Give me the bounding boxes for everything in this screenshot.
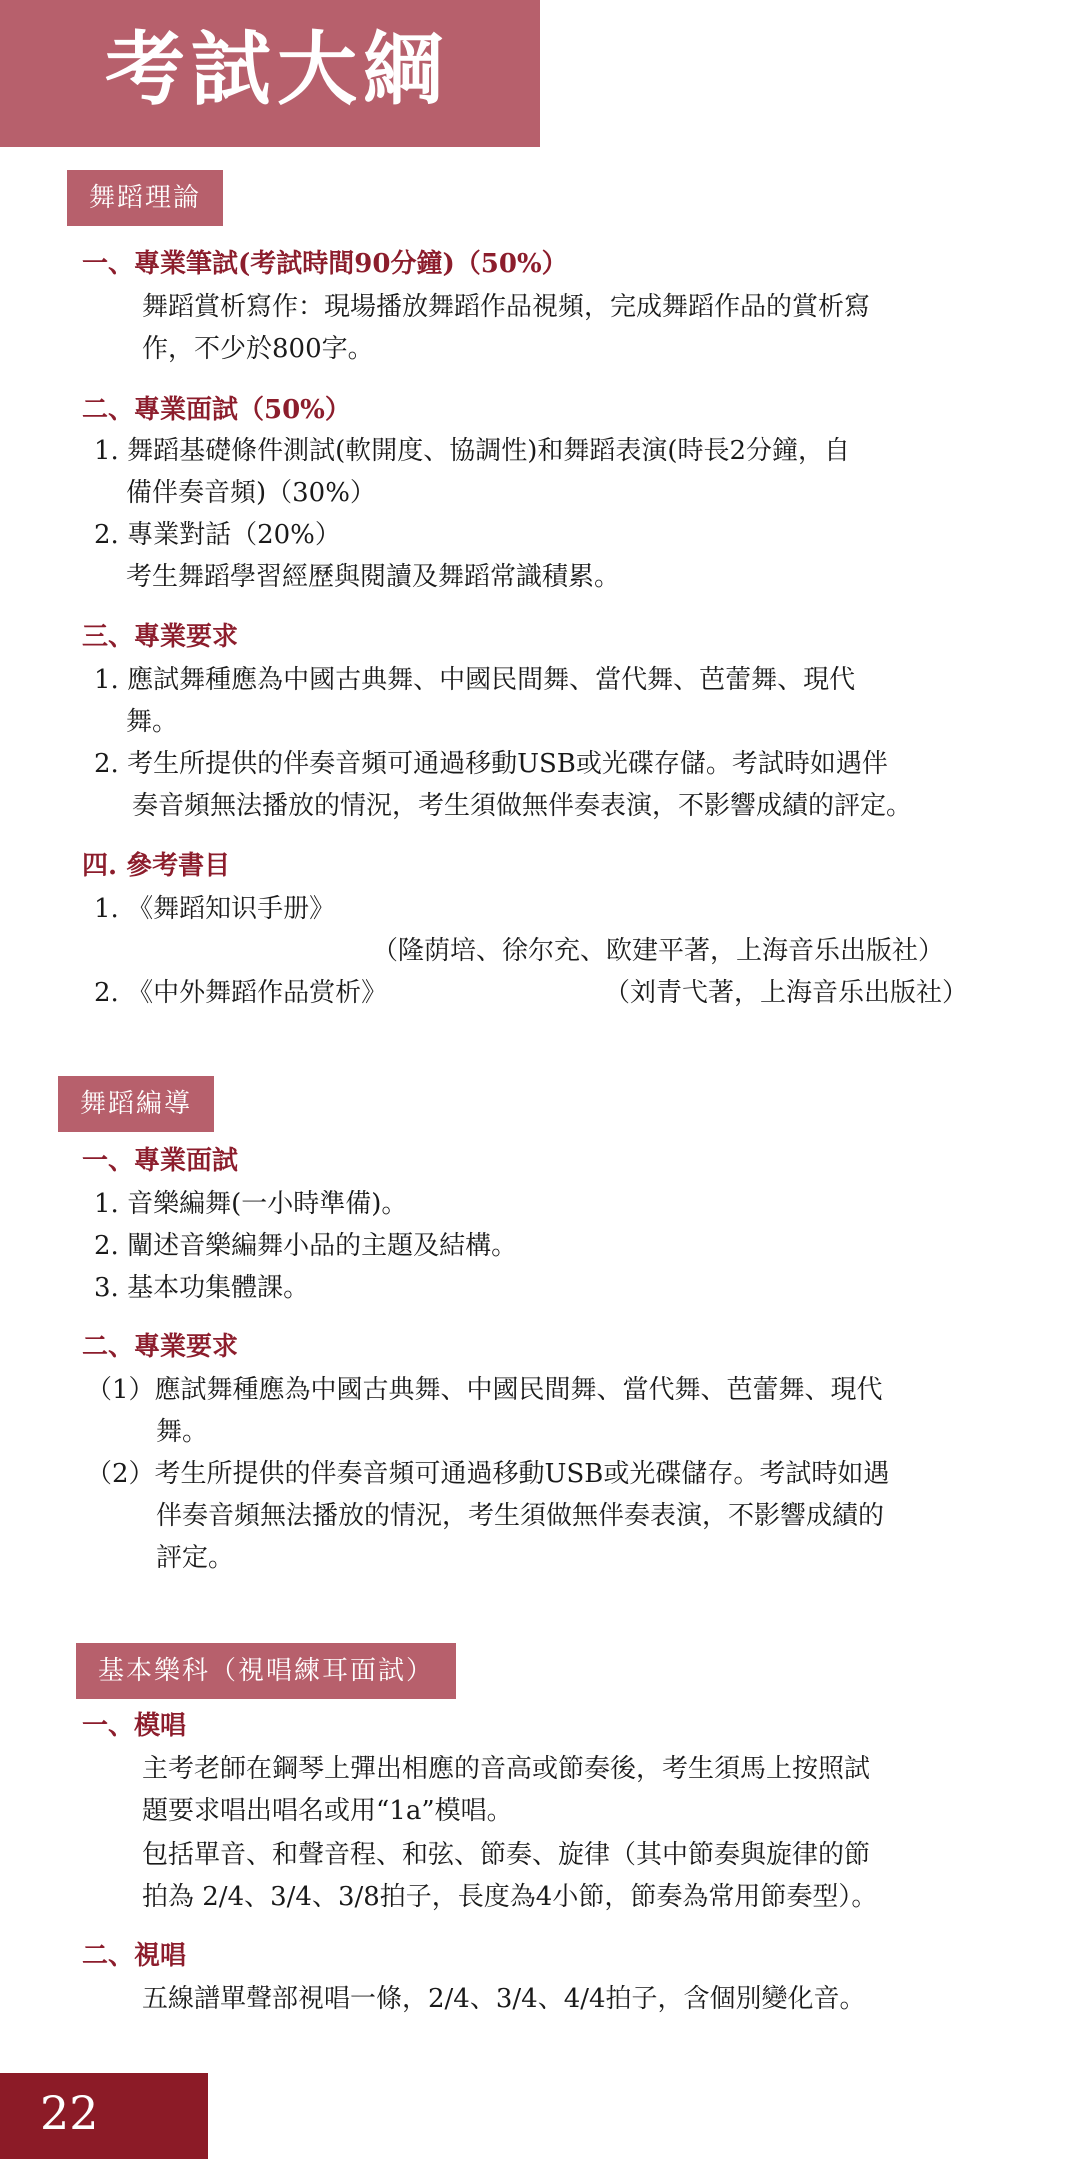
s3-p1-line2: 題要求唱出唱名或用“1a”模唱。	[142, 1796, 513, 1826]
page-title: 考試大綱	[105, 23, 449, 116]
s1-interview-item1-line2: 備伴奏音頻)（30%）	[126, 478, 376, 508]
s2-req1-line2: 舞。	[156, 1417, 209, 1447]
s1-interview-item2-line1: 2. 專業對話（20%）	[94, 520, 341, 550]
section-tag-basic-music: 基本樂科（視唱練耳面試）	[76, 1643, 456, 1699]
s1-interview-item2-line2: 考生舞蹈學習經歷與閱讀及舞蹈常識積累。	[126, 562, 621, 592]
s1-req-item2-line2: 奏音頻無法播放的情況，考生須做無伴奏表演，不影響成績的評定。	[132, 791, 913, 821]
s2-heading-interview: 一、專業面試	[82, 1146, 239, 1176]
s2-req1-line1: （1）應試舞種應為中國古典舞、中國民間舞、當代舞、芭蕾舞、現代	[86, 1375, 883, 1405]
section-tag-dance-theory: 舞蹈理論	[67, 170, 223, 226]
s1-req-item1-line1: 1. 應試舞種應為中國古典舞、中國民間舞、當代舞、芭蕾舞、現代	[94, 665, 856, 695]
page-number-band	[0, 2073, 208, 2159]
s2-item2: 2. 闡述音樂編舞小品的主題及結構。	[94, 1231, 518, 1261]
s1-heading-requirements: 三、專業要求	[82, 622, 239, 652]
s1-ref-item1-publisher: （隆荫培、徐尔充、欧建平著，上海音乐出版社）	[372, 936, 945, 966]
s3-heading-sight-singing: 二、視唱	[82, 1941, 187, 1971]
s2-heading-requirements: 二、專業要求	[82, 1332, 239, 1362]
s1-heading-interview: 二、專業面試（50%）	[82, 395, 351, 425]
s1-req-item2-line1: 2. 考生所提供的伴奏音頻可通過移動USB或光碟存儲。考試時如遇伴	[94, 749, 888, 779]
s2-req2-line2: 伴奏音頻無法播放的情況，考生須做無伴奏表演，不影響成績的	[156, 1501, 885, 1531]
s2-req2-line1: （2）考生所提供的伴奏音頻可通過移動USB或光碟儲存。考試時如遇	[86, 1459, 890, 1489]
s3-p1-line1: 主考老師在鋼琴上彈出相應的音高或節奏後，考生須馬上按照試	[142, 1754, 871, 1784]
s1-interview-item1-line1: 1. 舞蹈基礎條件測試(軟開度、協調性)和舞蹈表演(時長2分鐘，自	[94, 436, 851, 466]
s1-heading-references: 四. 參考書目	[82, 851, 231, 881]
section-tag-choreography: 舞蹈編導	[58, 1076, 214, 1132]
s1-ref-item1-title: 1. 《舞蹈知识手册》	[94, 894, 336, 924]
s1-ref-item2-title: 2. 《中外舞蹈作品赏析》	[94, 978, 388, 1008]
s3-p3: 五線譜單聲部視唱一條，2/4、3/4、4/4拍子，含個別變化音。	[142, 1984, 866, 2014]
s1-written-text-line2: 作，不少於800字。	[142, 334, 374, 364]
s1-heading-written-exam: 一、專業筆試(考試時間90分鐘)（50%）	[82, 249, 568, 279]
s1-written-text-line1: 舞蹈賞析寫作：現場播放舞蹈作品視頻，完成舞蹈作品的賞析寫	[142, 292, 871, 322]
s2-item3: 3. 基本功集體課。	[94, 1273, 310, 1303]
s1-ref-item2-publisher: （刘青弋著，上海音乐出版社）	[604, 978, 969, 1008]
page-number: 22	[40, 2086, 99, 2140]
s3-p2-line1: 包括單音、和聲音程、和弦、節奏、旋律（其中節奏與旋律的節	[142, 1840, 871, 1870]
s3-p2-line2: 拍為 2/4、3/4、3/8拍子，長度為4小節，節奏為常用節奏型）。	[142, 1882, 878, 1912]
s2-req2-line3: 評定。	[156, 1543, 235, 1573]
s2-item1: 1. 音樂編舞(一小時準備)。	[94, 1189, 408, 1219]
s3-heading-imitation: 一、模唱	[82, 1711, 187, 1741]
s1-req-item1-line2: 舞。	[126, 707, 179, 737]
